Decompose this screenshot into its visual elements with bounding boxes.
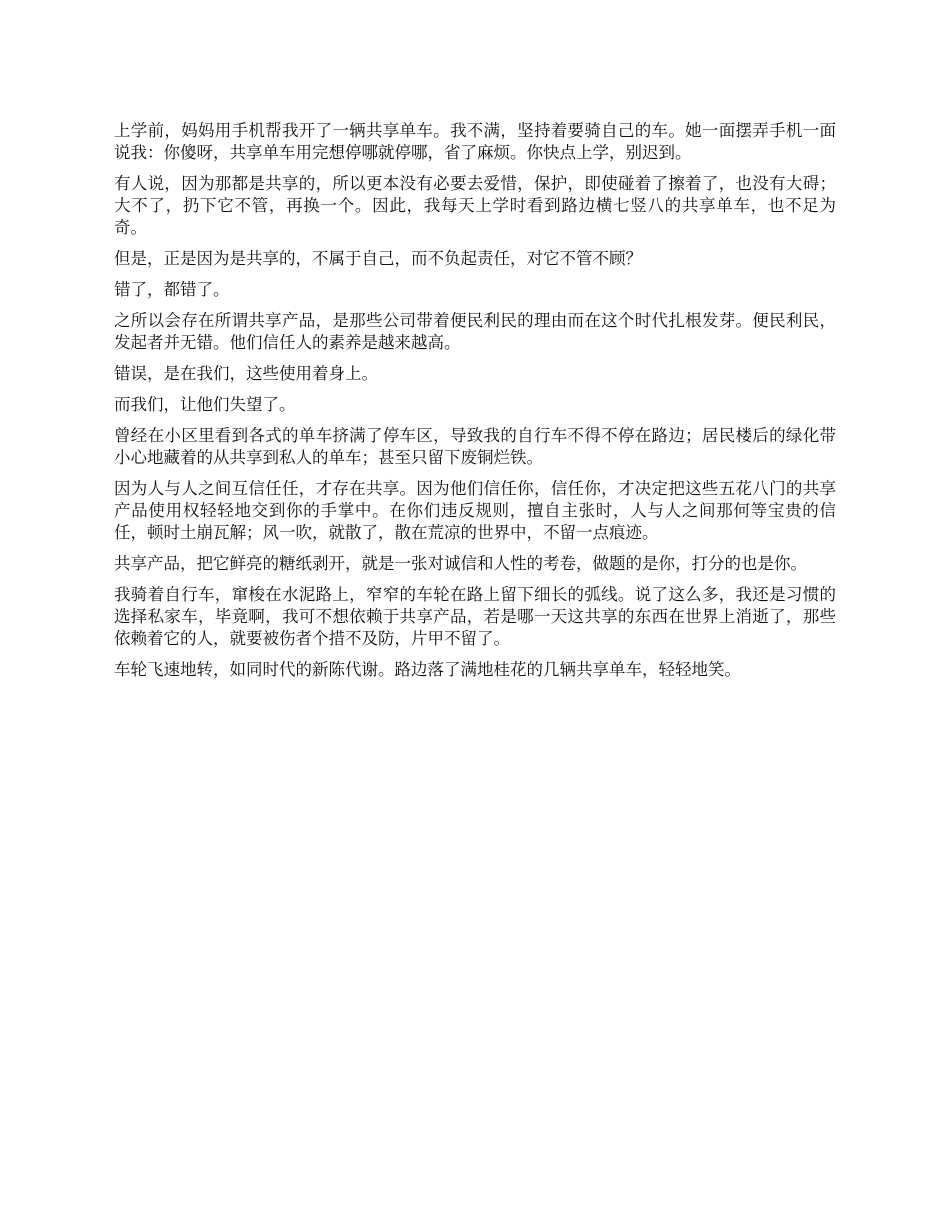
paragraph-1: 上学前，妈妈用手机帮我开了一辆共享单车。我不满，坚持着要骑自己的车。她一面摆弄手机一面说我：你傻呀，共享单车用完想停哪就停哪，省了麻烦。你快点上学，别迟到。 (114, 121, 836, 162)
paragraph-11: 我骑着自行车，窜梭在水泥路上，窄窄的车轮在路上留下细长的弧线。说了这么多，我还是习惯的选择私家车，毕竟啊，我可不想依赖于共享产品，若是哪一天这共享的东西在世界上消逝了，那些依赖着它的人，就要被伤者个措不及防，片甲不留了。 (114, 585, 836, 648)
paragraph-12: 车轮飞速地转，如同时代的新陈代谢。路边落了满地桂花的几辆共享单车，轻轻地笑。 (114, 660, 741, 679)
paragraph-10: 共享产品，把它鲜亮的糖纸剥开，就是一张对诚信和人性的考卷，做题的是你，打分的也是你。 (114, 554, 807, 573)
paragraph-8: 曾经在小区里看到各式的单车挤满了停车区，导致我的自行车不得不停在路边；居民楼后的绿化带小心地藏着的从共享到私人的单车；甚至只留下废铜烂铁。 (114, 426, 836, 467)
paragraph-7: 而我们，让他们失望了。 (114, 395, 296, 414)
paragraph-6: 错误，是在我们，这些使用着身上。 (114, 364, 378, 383)
paragraph-2: 有人说，因为那都是共享的，所以更本没有必要去爱惜，保护，即使碰着了擦着了，也没有大碍；大不了，扔下它不管，再换一个。因此，我每天上学时看到路边横七竖八的共享单车，也不足为奇。 (114, 174, 836, 237)
paragraph-5: 之所以会存在所谓共享产品，是那些公司带着便民利民的理由而在这个时代扎根发芽。便民利民，发起者并无错。他们信任人的素养是越来越高。 (114, 311, 836, 352)
paragraph-4: 错了，都错了。 (114, 280, 230, 299)
paragraph-3: 但是，正是因为是共享的，不属于自己，而不负起责任，对它不管不顾？ (114, 249, 642, 268)
paragraph-9: 因为人与人之间互信任任，才存在共享。因为他们信任你，信任你，才决定把这些五花八门的共享产品使用权轻轻地交到你的手掌中。在你们违反规则，擅自主张时，人与人之间那何等宝贵的信任，顿时土崩瓦解；风一吹，就散了，散在荒凉的世界中，不留一点痕迹。 (114, 479, 836, 542)
